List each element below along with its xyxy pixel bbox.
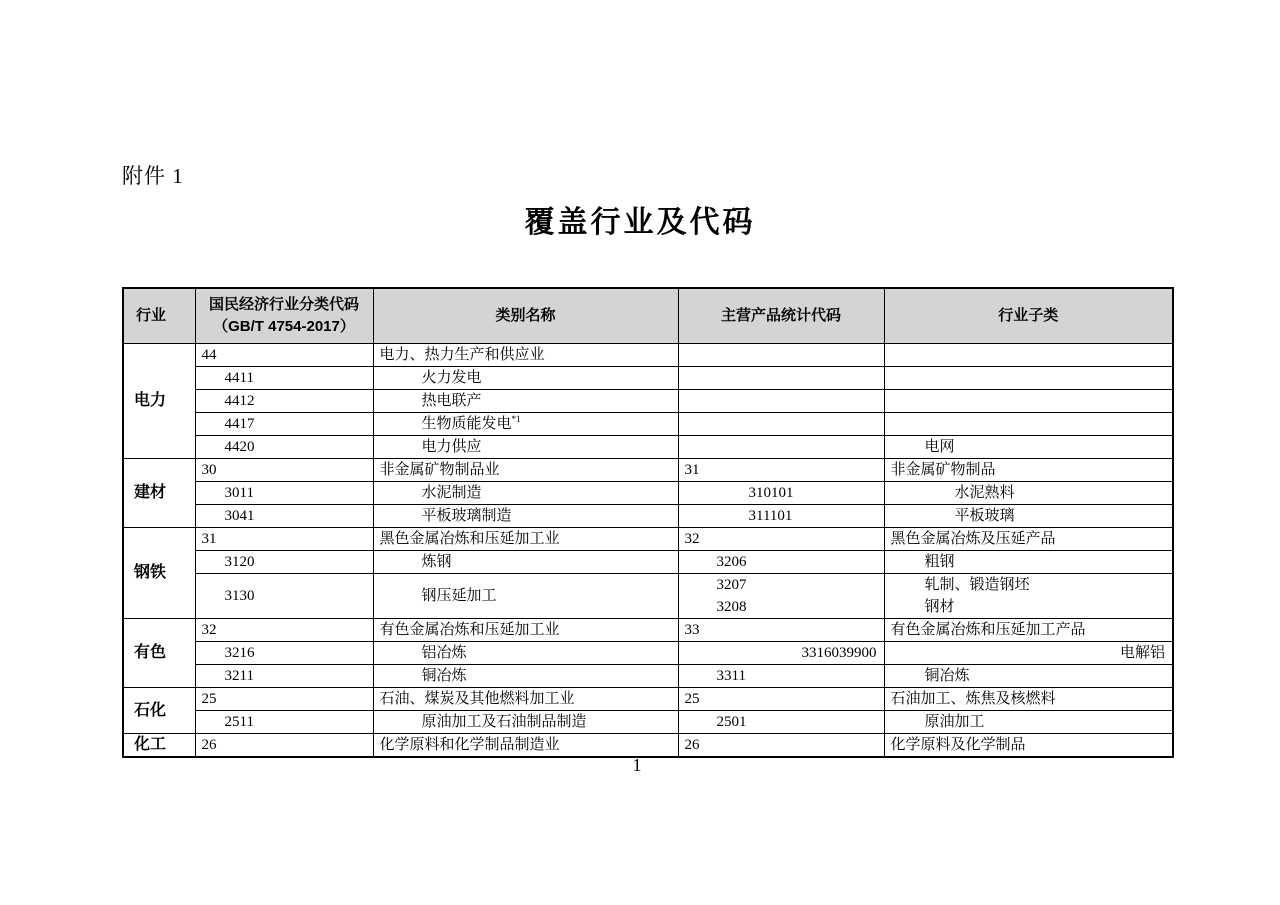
- table-row: [123, 665, 1173, 688]
- cell-subcategory: 石油加工、炼焦及核燃料: [884, 688, 1173, 711]
- cell-product-code: 26: [678, 734, 884, 758]
- cell-category-name: 铜冶炼: [373, 665, 678, 688]
- table-row: [123, 367, 1173, 390]
- cell-category-name: 炼钢: [373, 551, 678, 574]
- cell-subcategory: 有色金属冶炼和压延加工产品: [884, 619, 1173, 642]
- table-row: [123, 528, 1173, 551]
- cell-product-code: 310101: [678, 482, 884, 505]
- cell-product-code: 25: [678, 688, 884, 711]
- cell-classification-code: 44: [195, 344, 373, 367]
- cell-classification-code: 2511: [195, 711, 373, 734]
- table-row: [123, 505, 1173, 528]
- header-subcategory: 行业子类: [884, 288, 1173, 344]
- table-row: [123, 642, 1173, 665]
- table-row: [123, 482, 1173, 505]
- industry-label: 钢铁: [123, 528, 195, 619]
- table-row: [123, 688, 1173, 711]
- cell-classification-code: 4417: [195, 413, 373, 436]
- header-product-code: 主营产品统计代码: [678, 288, 884, 344]
- table-row: [123, 551, 1173, 574]
- cell-product-code: 3207 3208: [678, 574, 884, 619]
- cell-category-name: 原油加工及石油制品制造: [373, 711, 678, 734]
- cell-classification-code: 3216: [195, 642, 373, 665]
- header-classification-code: [195, 288, 373, 344]
- cell-classification-code: 30: [195, 459, 373, 482]
- header-classification-code-line2: （GB/T 4754-2017）: [213, 318, 355, 335]
- cell-subcategory: [884, 344, 1173, 367]
- cell-product-code: 32: [678, 528, 884, 551]
- table-row: [123, 459, 1173, 482]
- industry-code-table: [122, 287, 1174, 758]
- table-header: [123, 288, 1173, 344]
- cell-subcategory: [884, 390, 1173, 413]
- cell-product-code: [678, 390, 884, 413]
- cell-category-name: 电力供应: [373, 436, 678, 459]
- cell-subcategory: 电解铝: [884, 642, 1173, 665]
- table-row: [123, 344, 1173, 367]
- cell-category-name: 平板玻璃制造: [373, 505, 678, 528]
- industry-label: 建材: [123, 459, 195, 528]
- cell-product-code: 33: [678, 619, 884, 642]
- table-row: [123, 711, 1173, 734]
- cell-product-code: [678, 413, 884, 436]
- header-industry: 行业: [123, 288, 195, 344]
- cell-classification-code: 31: [195, 528, 373, 551]
- cell-category-name: 有色金属冶炼和压延加工业: [373, 619, 678, 642]
- cell-subcategory: [884, 413, 1173, 436]
- cell-subcategory: [884, 367, 1173, 390]
- cell-product-code: 3206: [678, 551, 884, 574]
- attachment-label: 附件 1: [122, 164, 184, 188]
- cell-subcategory: 化学原料及化学制品: [884, 734, 1173, 758]
- cell-category-name: 生物质能发电$^{*1}$: [373, 413, 678, 436]
- cell-product-code: 311101: [678, 505, 884, 528]
- cell-subcategory: 轧制、锻造钢坯 钢材: [884, 574, 1173, 619]
- table-row: [123, 574, 1173, 619]
- cell-product-code: [678, 436, 884, 459]
- table-container: [122, 287, 1174, 758]
- cell-classification-code: 32: [195, 619, 373, 642]
- industry-label: 石化: [123, 688, 195, 734]
- cell-category-name: 黑色金属冶炼和压延加工业: [373, 528, 678, 551]
- cell-classification-code: 4412: [195, 390, 373, 413]
- industry-label: 电力: [123, 344, 195, 459]
- page-number: 1: [632, 755, 642, 775]
- header-row: [123, 288, 1173, 344]
- cell-subcategory: 平板玻璃: [884, 505, 1173, 528]
- cell-classification-code: 3130: [195, 574, 373, 619]
- cell-subcategory: 铜冶炼: [884, 665, 1173, 688]
- cell-product-code: 2501: [678, 711, 884, 734]
- cell-subcategory: 非金属矿物制品: [884, 459, 1173, 482]
- cell-classification-code: 26: [195, 734, 373, 758]
- cell-classification-code: 4420: [195, 436, 373, 459]
- header-category-name: 类别名称: [373, 288, 678, 344]
- cell-subcategory: 电网: [884, 436, 1173, 459]
- industry-label: 化工: [123, 734, 195, 758]
- cell-product-code: [678, 344, 884, 367]
- table-row: [123, 390, 1173, 413]
- table-row: [123, 436, 1173, 459]
- table-row: [123, 413, 1173, 436]
- cell-product-code: 3316039900: [678, 642, 884, 665]
- cell-category-name: 铝冶炼: [373, 642, 678, 665]
- page-title: 覆盖行业及代码: [524, 206, 756, 239]
- table-row: [123, 619, 1173, 642]
- table-body: [123, 344, 1173, 758]
- cell-classification-code: 3120: [195, 551, 373, 574]
- cell-category-name: 化学原料和化学制品制造业: [373, 734, 678, 758]
- table-row: [123, 734, 1173, 758]
- cell-category-name: 热电联产: [373, 390, 678, 413]
- cell-subcategory: 水泥熟料: [884, 482, 1173, 505]
- cell-category-name: 非金属矿物制品业: [373, 459, 678, 482]
- header-classification-code-line1: 国民经济行业分类代码: [208, 296, 359, 313]
- cell-classification-code: 3011: [195, 482, 373, 505]
- industry-label: 有色: [123, 619, 195, 688]
- cell-classification-code: 3211: [195, 665, 373, 688]
- cell-category-name: 钢压延加工: [373, 574, 678, 619]
- cell-classification-code: 4411: [195, 367, 373, 390]
- cell-classification-code: 3041: [195, 505, 373, 528]
- cell-product-code: 3311: [678, 665, 884, 688]
- cell-category-name: 石油、煤炭及其他燃料加工业: [373, 688, 678, 711]
- cell-subcategory: 粗钢: [884, 551, 1173, 574]
- cell-category-name: 电力、热力生产和供应业: [373, 344, 678, 367]
- cell-category-name: 水泥制造: [373, 482, 678, 505]
- cell-subcategory: 黑色金属冶炼及压延产品: [884, 528, 1173, 551]
- cell-product-code: 31: [678, 459, 884, 482]
- cell-product-code: [678, 367, 884, 390]
- cell-category-name: 火力发电: [373, 367, 678, 390]
- cell-subcategory: 原油加工: [884, 711, 1173, 734]
- cell-classification-code: 25: [195, 688, 373, 711]
